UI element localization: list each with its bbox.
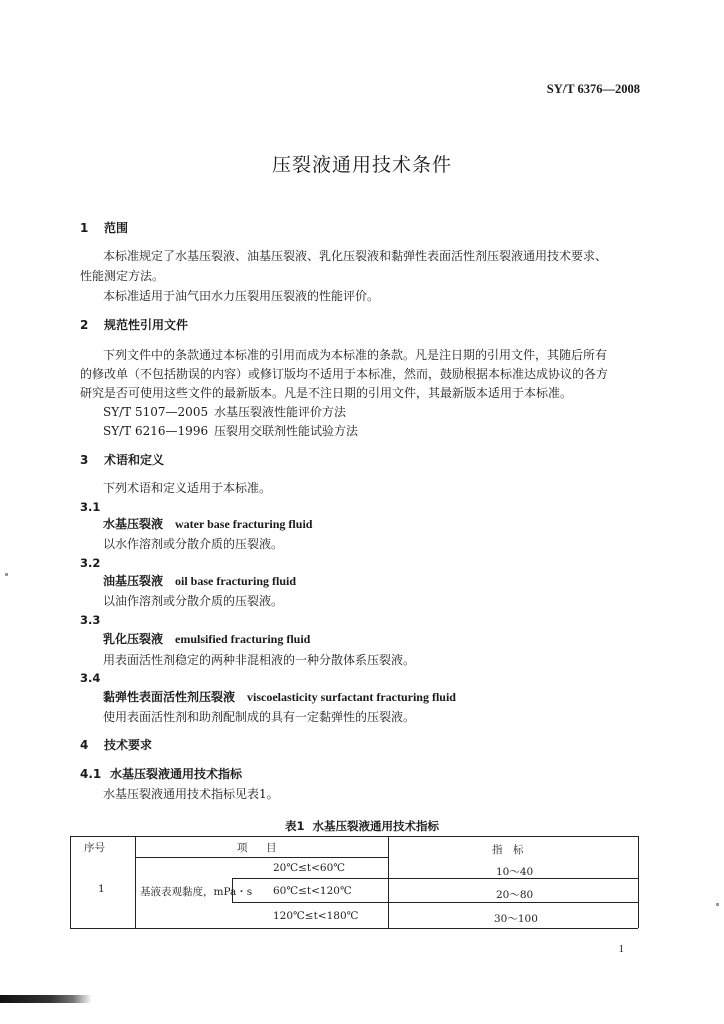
section-number: 1 — [80, 221, 89, 235]
term-chinese: 油基压裂液 — [103, 574, 164, 588]
term-number: 3.1 — [80, 500, 101, 514]
section-number: 3 — [80, 453, 89, 467]
section-2-heading — [80, 318, 188, 332]
table-rule — [70, 836, 71, 928]
table-rule — [232, 878, 638, 879]
section-title: 范围 — [104, 221, 129, 235]
table-header-item: 目 — [266, 842, 277, 854]
table-title: 水基压裂液通用技术指标 — [312, 819, 439, 833]
section-1-paragraph-line: 性能测定方法。 — [80, 269, 165, 283]
term-chinese: 乳化压裂液 — [103, 632, 164, 646]
table-header-item: 项 — [237, 842, 248, 854]
table-cell-condition: 60℃≤t<120℃ — [273, 885, 352, 897]
term-heading — [103, 517, 312, 531]
section-1-heading — [80, 221, 128, 235]
scan-speck — [716, 903, 719, 906]
table-cell-seq: 1 — [98, 883, 105, 895]
reference-item — [103, 405, 346, 419]
section-number: 2 — [80, 318, 89, 332]
subsection-number: 4.1 — [80, 767, 102, 781]
reference-code: SY/T 6216—1996 — [103, 424, 209, 438]
table-cell-item: 基液表观黏度，mPa・s — [140, 886, 253, 898]
table-cell-condition: 120℃≤t<180℃ — [273, 910, 359, 922]
subsection-title: 水基压裂液通用技术指标 — [110, 767, 243, 781]
table-rule — [388, 836, 389, 928]
term-chinese: 水基压裂液 — [103, 517, 164, 531]
reference-title: 压裂用交联剂性能试验方法 — [214, 424, 359, 438]
scan-speck — [5, 573, 8, 576]
section-title: 规范性引用文件 — [104, 318, 189, 332]
reference-code: SY/T 5107—2005 — [103, 405, 209, 419]
table-caption — [0, 818, 724, 834]
term-heading — [103, 632, 310, 646]
section-title: 术语和定义 — [104, 453, 165, 467]
document-title: 压裂液通用技术条件 — [271, 154, 452, 176]
subsection-4-1-heading — [80, 767, 242, 781]
table-cell-value: 30～100 — [494, 913, 538, 925]
term-definition: 用表面活性剂稳定的两种非混相液的一种分散体系压裂液。 — [103, 653, 416, 667]
scan-artifact — [0, 995, 92, 1003]
table-cell-condition: 20℃≤t<60℃ — [273, 862, 346, 874]
reference-title: 水基压裂液性能评价方法 — [214, 405, 347, 419]
term-chinese: 黏弹性表面活性剂压裂液 — [103, 690, 236, 704]
term-english: emulsified fracturing fluid — [175, 632, 311, 646]
standard-code: SY/T 6376—2008 — [546, 82, 640, 96]
section-title: 技术要求 — [104, 738, 153, 752]
section-2-paragraph-line: 的修改单（不包括勘误的内容）或修订版均不适用于本标准，然而，鼓励根据本标准达成协议的各方 — [80, 367, 609, 381]
section-2-paragraph-line: 下列文件中的条款通过本标准的引用而成为本标准的条款。凡是注日期的引用文件，其随后所有 — [103, 348, 608, 362]
term-number: 3.3 — [80, 613, 101, 627]
table-header-index: 指 标 — [492, 844, 524, 856]
term-heading — [103, 574, 296, 588]
table-cell-value: 10～40 — [496, 866, 534, 878]
section-1-paragraph: 本标准适用于油气田水力压裂用压裂液的性能评价。 — [103, 289, 380, 303]
term-number: 3.2 — [80, 556, 101, 570]
table-number: 表1 — [284, 819, 305, 833]
term-english: oil base fracturing fluid — [175, 574, 297, 588]
table-cell-value: 20～80 — [496, 889, 534, 901]
section-3-heading — [80, 453, 164, 467]
section-4-heading — [80, 738, 152, 752]
page-number: 1 — [618, 943, 624, 955]
term-english: viscoelasticity surfactant fracturing fluid — [247, 690, 456, 704]
table-rule — [70, 836, 638, 837]
subsection-text: 水基压裂液通用技术指标见表1。 — [103, 787, 279, 801]
term-definition: 以水作溶剂或分散介质的压裂液。 — [103, 537, 284, 551]
table-rule — [638, 836, 639, 928]
table-header-seq: 序号 — [84, 842, 105, 854]
section-2-paragraph-line: 研究是否可使用这些文件的最新版本。凡是不注日期的引用文件，其最新版本适用于本标准。 — [80, 386, 573, 400]
table-rule — [135, 836, 136, 928]
term-definition: 以油作溶剂或分散介质的压裂液。 — [103, 594, 284, 608]
table-rule — [70, 928, 638, 929]
section-1-paragraph-line: 本标准规定了水基压裂液、油基压裂液、乳化压裂液和黏弹性表面活性剂压裂液通用技术要求、 — [103, 249, 608, 263]
reference-item — [103, 424, 358, 438]
section-number: 4 — [80, 738, 89, 752]
term-english: water base fracturing fluid — [175, 517, 313, 531]
term-number: 3.4 — [80, 671, 101, 685]
term-heading — [103, 690, 456, 704]
table-rule — [135, 857, 388, 858]
section-3-intro: 下列术语和定义适用于本标准。 — [103, 481, 272, 495]
table-rule — [232, 902, 638, 903]
term-definition: 使用表面活性剂和助剂配制成的具有一定黏弹性的压裂液。 — [103, 710, 416, 724]
